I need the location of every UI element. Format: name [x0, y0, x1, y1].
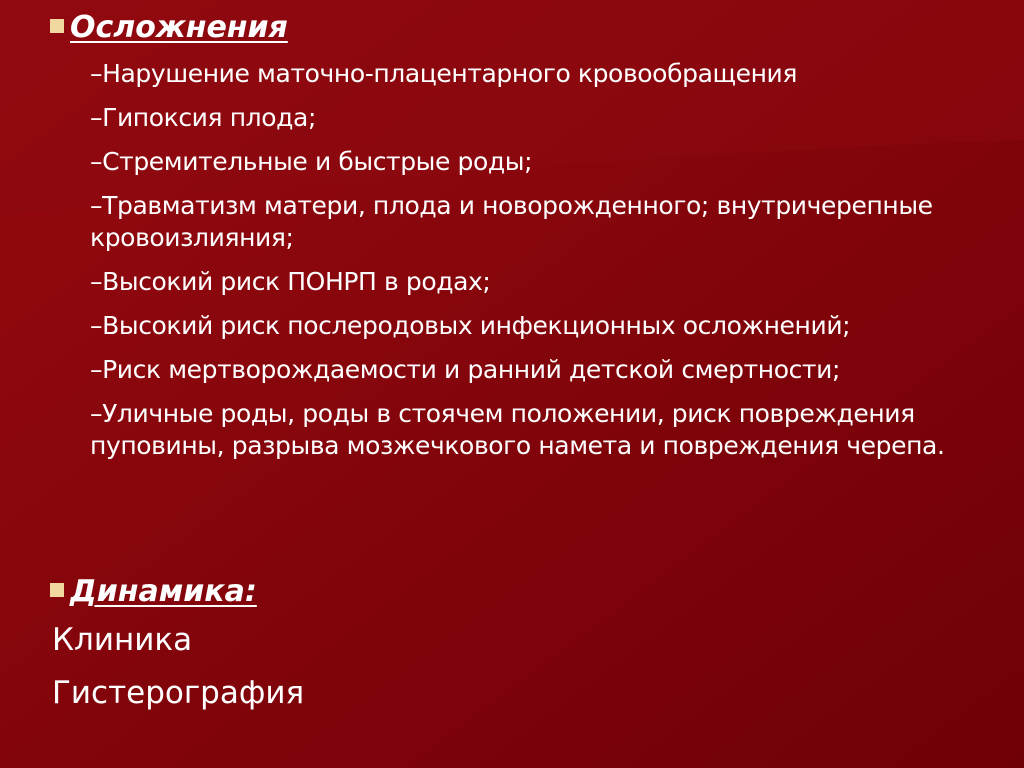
line-clinic: Клиника: [52, 622, 193, 658]
line-hysterography: Гистерография: [52, 675, 305, 711]
list-item: –Высокий риск послеродовых инфекционных осложнений;: [90, 311, 851, 340]
list-item: –Травматизм матери, плода и новорожденного; внутричерепные кровоизлияния;: [90, 191, 933, 252]
heading-complications-text: Осложнения: [70, 10, 288, 45]
list-item: –Стремительные и быстрые роды;: [90, 147, 533, 176]
list-item: –Нарушение маточно-плацентарного кровообращения: [90, 59, 798, 88]
square-bullet-icon: [50, 19, 64, 33]
heading-dynamics-text: Динамика:: [70, 574, 257, 609]
heading-dynamics: [50, 574, 257, 610]
list-item: –Высокий риск ПОНРП в родах;: [90, 267, 491, 296]
list-item: –Гипоксия плода;: [90, 103, 316, 132]
complications-list: [90, 58, 1010, 474]
square-bullet-icon: [50, 583, 64, 597]
list-item: –Уличные роды, роды в стоячем положении, риск повреждения пуповины, разрыва мозжечкового намета и повреждения черепа.: [90, 399, 945, 460]
heading-complications: [50, 10, 288, 46]
list-item: –Риск мертворождаемости и ранний детской смертности;: [90, 355, 840, 384]
